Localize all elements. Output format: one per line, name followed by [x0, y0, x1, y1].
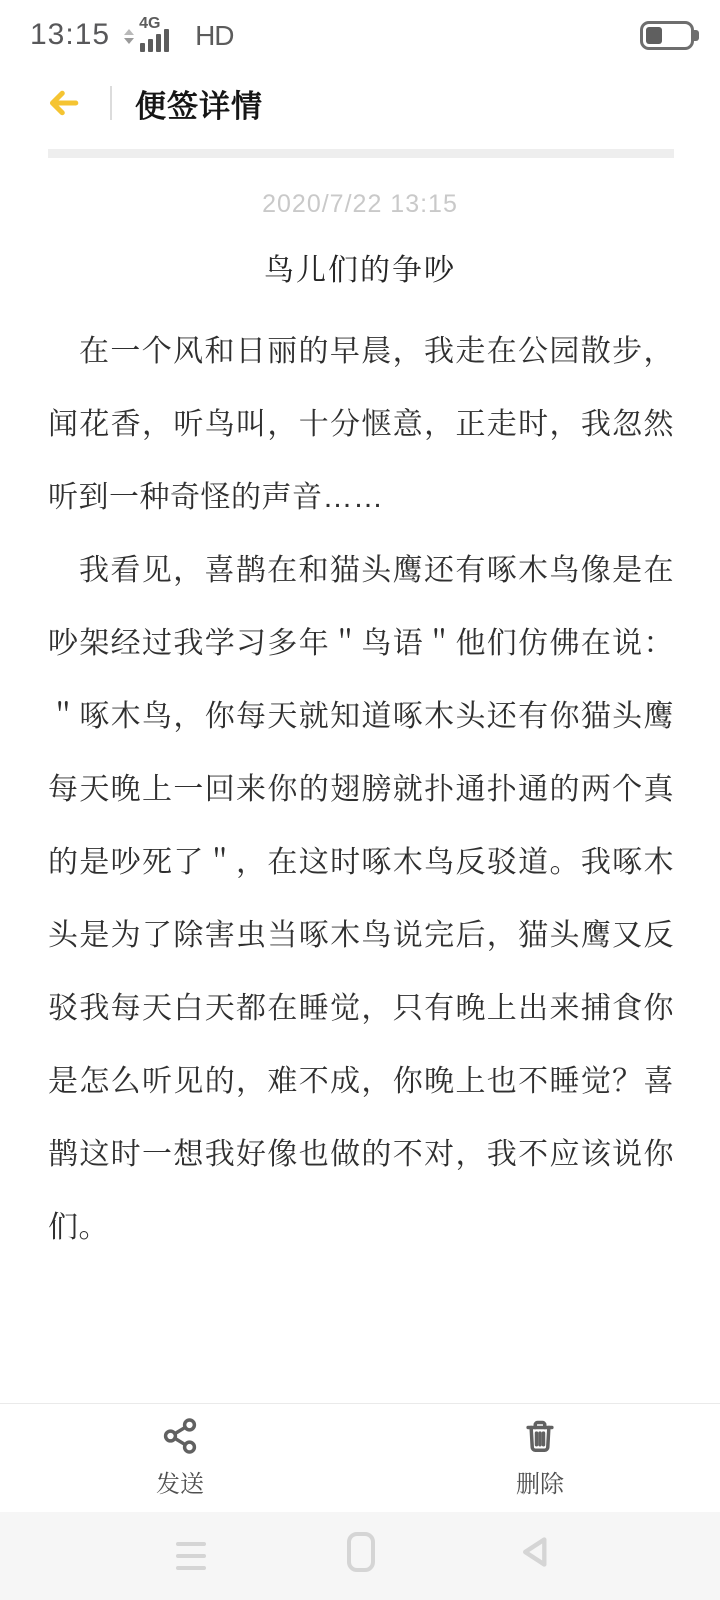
header	[0, 76, 720, 130]
delete-button[interactable]	[360, 1404, 720, 1512]
header-strip	[48, 149, 674, 158]
arrow-left-icon	[42, 85, 84, 121]
note-datetime: 2020/7/22 13:15	[262, 190, 458, 218]
nav-back-button[interactable]	[516, 1532, 556, 1577]
status-time: 13:15	[30, 18, 111, 51]
send-button[interactable]	[0, 1404, 360, 1512]
status-bar	[0, 0, 720, 54]
menu-button[interactable]	[176, 1542, 206, 1570]
trash-icon	[521, 1417, 559, 1455]
home-button[interactable]	[347, 1532, 375, 1572]
back-button[interactable]	[40, 83, 86, 123]
network-type-label: 4G	[139, 15, 161, 32]
note-paragraph: 在一个风和日丽的早晨，我走在公园散步，闻花香，听鸟叫，十分惬意，正走时，我忽然听到一种奇怪的声音……	[48, 335, 674, 514]
note-body	[48, 315, 674, 1264]
send-label: 发送	[156, 1471, 204, 1498]
navigation-bar	[0, 1512, 720, 1600]
bottom-toolbar	[0, 1403, 720, 1512]
hd-voice-label: HD	[195, 20, 234, 51]
signal-strength-icon	[139, 16, 189, 54]
triangle-left-icon	[516, 1532, 556, 1572]
header-divider	[110, 86, 112, 120]
delete-label: 删除	[516, 1471, 564, 1498]
note-paragraph: 我看见，喜鹊在和猫头鹰还有啄木鸟像是在吵架经过我学习多年＂鸟语＂他们仿佛在说：＂啄木鸟，你每天就知道啄木头还有你猫头鹰每天晚上一回来你的翅膀就扑通扑通的两个真的是吵死了＂，在这时啄木鸟反驳道。我啄木头是为了除害虫当啄木鸟说完后，猫头鹰又反驳我每天白天都在睡觉，只有晚上出来捕食你是怎么听见的，难不成，你晚上也不睡觉？喜鹊这时一想我好像也做的不对，我不应该说你们。	[48, 554, 674, 1244]
share-icon	[161, 1417, 199, 1455]
page-title: 便签详情	[135, 88, 263, 124]
data-activity-icon	[124, 29, 134, 44]
network-cluster	[124, 16, 233, 54]
battery-icon	[640, 21, 694, 50]
note-title: 鸟儿们的争吵	[264, 254, 456, 287]
